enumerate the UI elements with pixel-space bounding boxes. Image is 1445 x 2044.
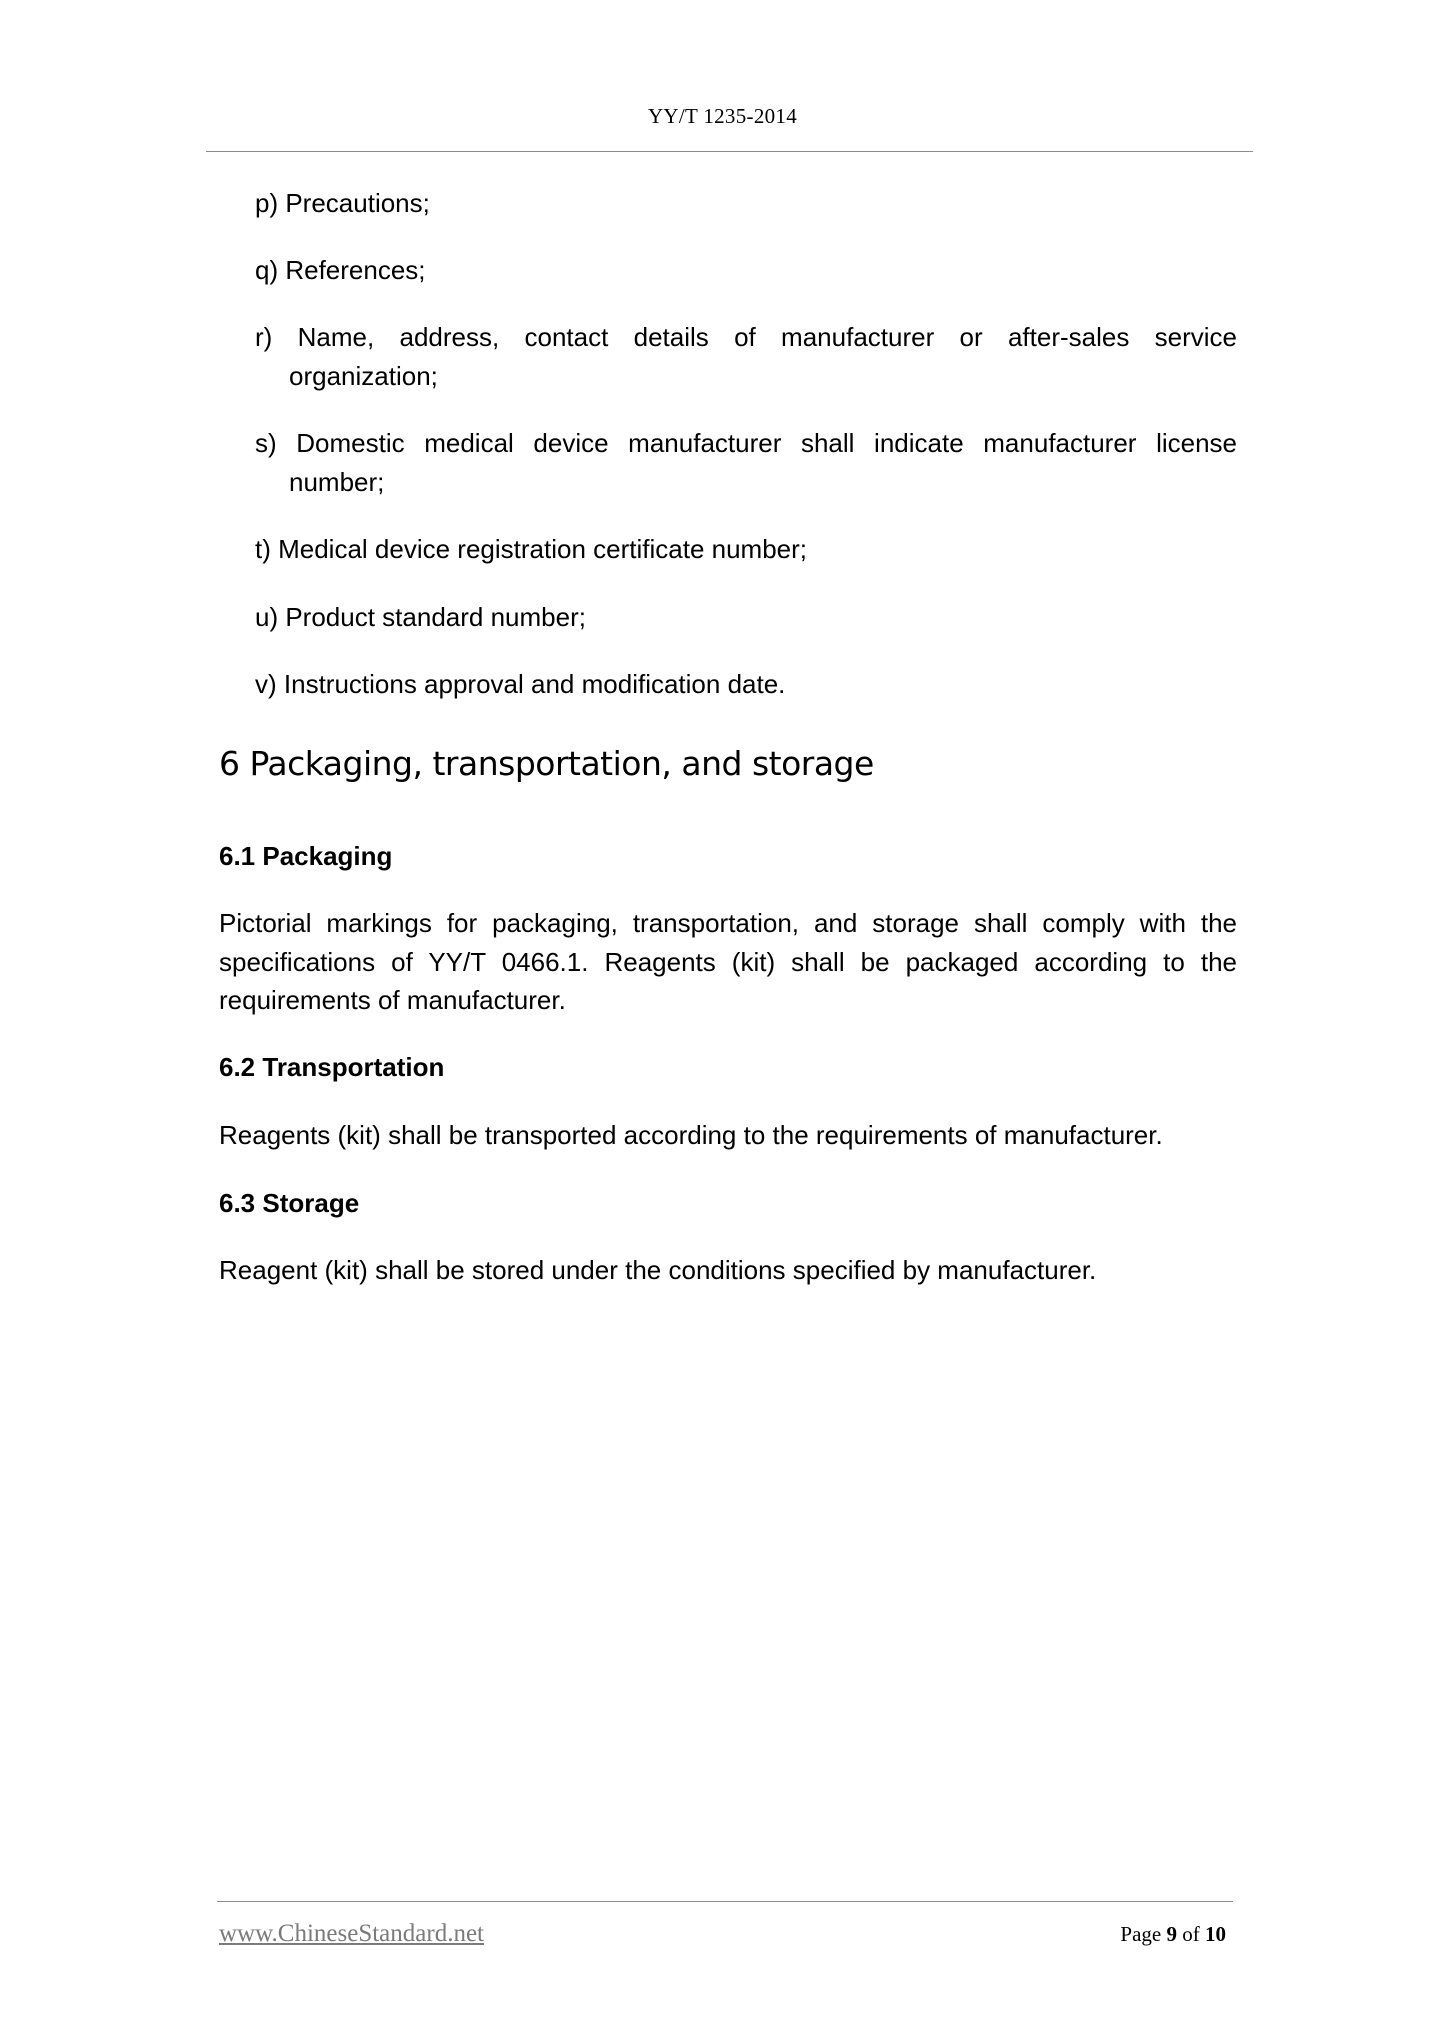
page-label: Page: [1120, 1922, 1162, 1946]
list-item-q: q) References;: [255, 255, 426, 285]
subsection-heading-storage: 6.3 Storage: [219, 1188, 360, 1218]
footer-divider: [217, 1901, 1233, 1902]
subsection-heading-packaging: 6.1 Packaging: [219, 841, 393, 871]
list-item-r-line1: r) Name, address, contact details of manufacturer or after-sales service: [255, 322, 1237, 352]
list-item-s-line1: s) Domestic medical device manufacturer shall indicate manufacturer license: [255, 428, 1237, 458]
page-of-label: of: [1182, 1922, 1200, 1946]
list-item-r: [255, 318, 1237, 395]
page-total: 10: [1205, 1922, 1226, 1946]
list-item-t: t) Medical device registration certificate number;: [255, 534, 808, 564]
list-item-s-line2: number;: [289, 466, 385, 497]
list-item-u: u) Product standard number;: [255, 602, 586, 632]
subsection-heading-transportation: 6.2 Transportation: [219, 1052, 445, 1082]
page-number: [1120, 1922, 1226, 1947]
website-link[interactable]: www.ChineseStandard.net: [219, 1920, 484, 1947]
document-code-header: YY/T 1235-2014: [647, 104, 798, 128]
list-item-s: [255, 424, 1237, 501]
subsection-text-storage: Reagent (kit) shall be stored under the conditions specified by manufacturer.: [219, 1255, 1097, 1285]
page-current: 9: [1166, 1922, 1177, 1946]
subsection-text-packaging: Pictorial markings for packaging, transportation, and storage shall comply with the specifications of YY/T 0466.1. Reagents (kit) shall be packaged according to the requirements of manufacturer.: [219, 908, 1237, 1015]
list-item-v: v) Instructions approval and modification date.: [255, 669, 786, 699]
section-heading: 6 Packaging, transportation, and storage: [219, 744, 874, 783]
list-item-p: p) Precautions;: [255, 188, 430, 218]
subsection-text-transportation: Reagents (kit) shall be transported according to the requirements of manufacturer.: [219, 1120, 1163, 1150]
header-divider: [206, 151, 1253, 152]
list-item-r-line2: organization;: [289, 360, 438, 391]
